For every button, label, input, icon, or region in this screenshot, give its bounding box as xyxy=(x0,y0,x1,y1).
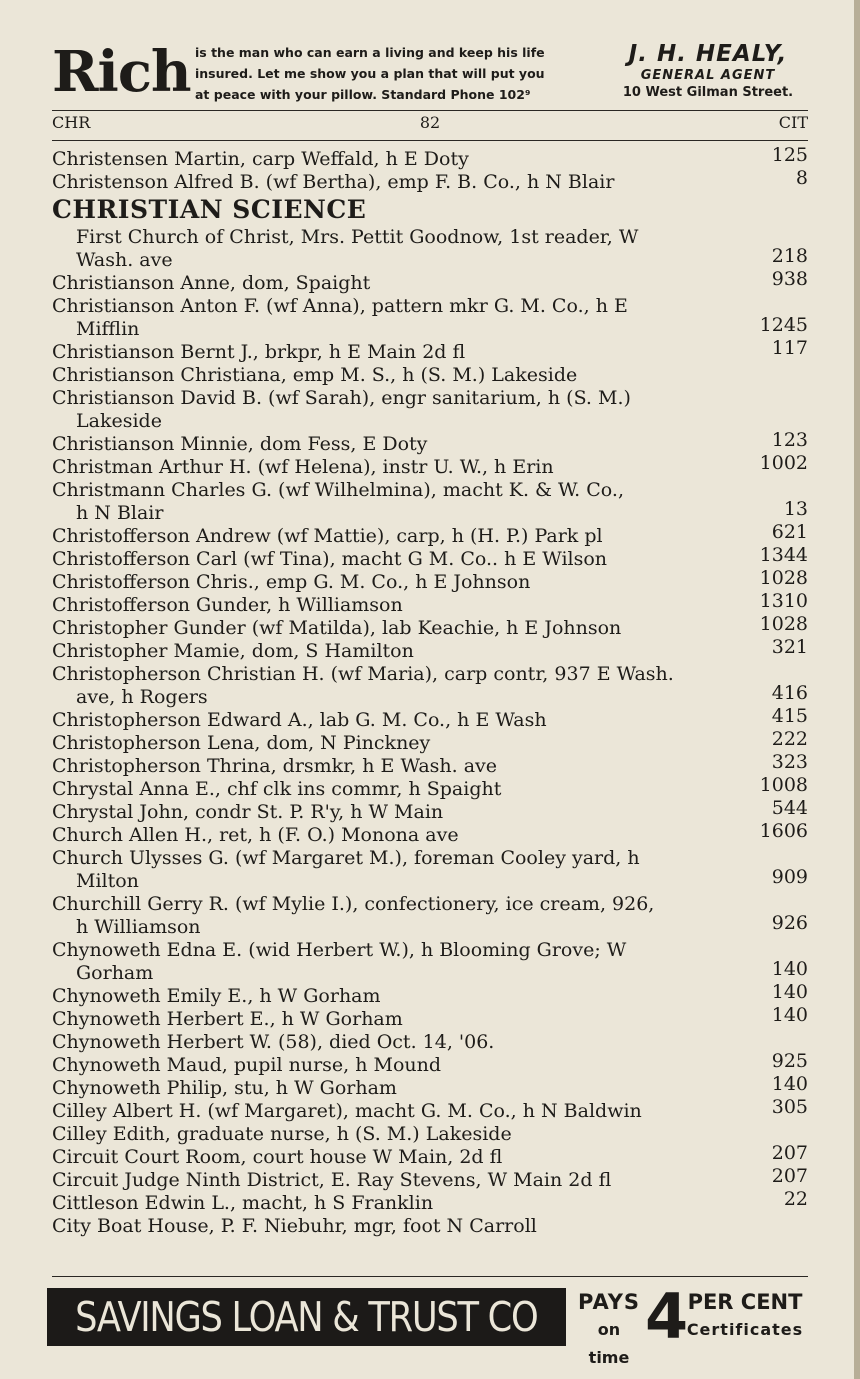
directory-entry xyxy=(52,1096,808,1123)
entry-text: Churchill Gerry R. (wf Mylie I.), confectionery, ice cream, 926, xyxy=(52,893,655,915)
entry-text: Christofferson Andrew (wf Mattie), carp, h (H. P.) Park pl xyxy=(52,525,603,547)
entry-number: 938 xyxy=(771,268,808,290)
running-head xyxy=(52,112,808,134)
entry-text: Chynoweth Herbert E., h W Gorham xyxy=(52,1008,403,1030)
page-edge xyxy=(854,0,860,1379)
directory-entry xyxy=(52,1004,808,1031)
directory-entry xyxy=(52,820,808,847)
directory-entry xyxy=(52,521,808,548)
directory-entry xyxy=(52,613,808,640)
entry-text: Wash. ave xyxy=(76,249,173,271)
entry-number: 1245 xyxy=(759,314,808,336)
entry-continuation xyxy=(52,912,808,939)
entry-number: 1606 xyxy=(759,820,808,842)
entry-text: First Church of Christ, Mrs. Pettit Goodnow, 1st reader, W xyxy=(76,226,639,248)
entry-number: 140 xyxy=(771,958,808,980)
entry-text: Christopherson Lena, dom, N Pinckney xyxy=(52,732,431,754)
directory-entry xyxy=(52,797,808,824)
entry-text: Christopherson Thrina, drsmkr, h E Wash. ave xyxy=(52,755,498,777)
entry-number: 926 xyxy=(771,912,808,934)
entry-text: Christopherson Christian H. (wf Maria), carp contr, 937 E Wash. xyxy=(52,663,674,685)
entry-text: Cilley Albert H. (wf Margaret), macht G. M. Co., h N Baldwin xyxy=(52,1100,642,1122)
entry-text: Church Ulysses G. (wf Margaret M.), foreman Cooley yard, h xyxy=(52,847,640,869)
entry-number: 416 xyxy=(771,682,808,704)
page-number: 82 xyxy=(419,113,441,132)
entry-text: Chrystal Anna E., chf clk ins commr, h Spaight xyxy=(52,778,502,800)
interest-figure: 4 xyxy=(645,1280,689,1353)
entry-number: 415 xyxy=(771,705,808,727)
entry-number: 544 xyxy=(771,797,808,819)
entry-number: 305 xyxy=(771,1096,808,1118)
bank-name-banner xyxy=(47,1288,566,1346)
directory-entry xyxy=(52,847,808,870)
entry-number: 1028 xyxy=(759,567,808,589)
directory-entry xyxy=(52,663,808,686)
directory-entry xyxy=(52,337,808,364)
entry-number: 621 xyxy=(771,521,808,543)
bank-name: SAVINGS LOAN & TRUST CO xyxy=(47,1288,566,1346)
directory-entry xyxy=(52,636,808,663)
entry-text: Chynoweth Philip, stu, h W Gorham xyxy=(52,1077,397,1099)
entry-number: 140 xyxy=(771,1004,808,1026)
entry-text: Circuit Judge Ninth District, E. Ray Stevens, W Main 2d fl xyxy=(52,1169,612,1191)
section-heading xyxy=(52,194,808,226)
entry-number: 222 xyxy=(771,728,808,750)
entry-text: Chynoweth Edna E. (wid Herbert W.), h Blooming Grove; W xyxy=(52,939,627,961)
entry-text: h N Blair xyxy=(76,502,164,524)
directory-entry xyxy=(52,1215,808,1238)
ad-rich-headline: Rich xyxy=(52,39,191,105)
entry-text: Chynoweth Emily E., h W Gorham xyxy=(52,985,381,1007)
entry-number: 925 xyxy=(771,1050,808,1072)
directory-entry xyxy=(52,544,808,571)
entry-text: Lakeside xyxy=(76,410,162,432)
entry-number: 1002 xyxy=(759,452,808,474)
entry-text: Milton xyxy=(76,870,139,892)
directory-entry xyxy=(52,1050,808,1077)
entry-number: 13 xyxy=(783,498,808,520)
entry-text: Christensen Martin, carp Weffald, h E Doty xyxy=(52,148,469,170)
entry-text: Circuit Court Room, court house W Main, 2d fl xyxy=(52,1146,503,1168)
agent-block xyxy=(608,40,808,102)
entry-continuation xyxy=(52,314,808,341)
directory-entry xyxy=(52,387,808,410)
on-time-label: on time xyxy=(588,1320,630,1367)
per-cent-label: PER CENT xyxy=(687,1290,803,1314)
directory-entry xyxy=(52,1073,808,1100)
directory-entry xyxy=(52,728,808,755)
directory-entry xyxy=(52,939,808,962)
entry-text: Christman Arthur H. (wf Helena), instr U. W., h Erin xyxy=(52,456,554,478)
entry-number: 909 xyxy=(771,866,808,888)
entry-text: Christianson Christiana, emp M. S., h (S. M.) Lakeside xyxy=(52,364,578,386)
entry-text: Mifflin xyxy=(76,318,140,340)
directory-entry xyxy=(52,452,808,479)
directory-entry xyxy=(52,1031,808,1054)
entry-text: Cittleson Edwin L., macht, h S Franklin xyxy=(52,1192,434,1214)
ad-line: insured. Let me show you a plan that will put you xyxy=(195,66,545,81)
entry-number: 1028 xyxy=(759,613,808,635)
directory-entry xyxy=(52,705,808,732)
entry-continuation xyxy=(52,958,808,985)
entry-text: Christofferson Chris., emp G. M. Co., h E Johnson xyxy=(52,571,531,593)
ad-line: at peace with your pillow. Standard Phone 102⁹ xyxy=(195,87,531,102)
entry-number: 1344 xyxy=(759,544,808,566)
directory-entry xyxy=(52,429,808,456)
directory-entry xyxy=(52,751,808,778)
directory-entry xyxy=(52,981,808,1008)
entry-continuation xyxy=(52,226,808,249)
entry-number: 22 xyxy=(783,1188,808,1210)
insurance-advertisement xyxy=(52,40,808,108)
directory-entry xyxy=(52,1188,808,1215)
entry-text: Cilley Edith, graduate nurse, h (S. M.) Lakeside xyxy=(52,1123,512,1145)
entry-number: 140 xyxy=(771,1073,808,1095)
percent-block xyxy=(683,1288,807,1344)
entry-text: Christianson Anton F. (wf Anna), pattern mkr G. M. Co., h E xyxy=(52,295,628,317)
directory-entry xyxy=(52,567,808,594)
ad-line: is the man who can earn a living and keep his life xyxy=(195,45,545,60)
entry-continuation xyxy=(52,245,808,272)
directory-entry xyxy=(52,590,808,617)
entry-number: 140 xyxy=(771,981,808,1003)
entry-text: Christopher Mamie, dom, S Hamilton xyxy=(52,640,414,662)
entry-text: Christianson Anne, dom, Spaight xyxy=(52,272,371,294)
entry-number: 125 xyxy=(771,144,808,166)
entry-number: 123 xyxy=(771,429,808,451)
entry-continuation xyxy=(52,682,808,709)
ad-body-text xyxy=(195,42,545,105)
directory-entry xyxy=(52,295,808,318)
directory-listing xyxy=(52,144,808,1238)
directory-entry xyxy=(52,1123,808,1146)
entry-number: 323 xyxy=(771,751,808,773)
entry-number: 1310 xyxy=(759,590,808,612)
pays-block xyxy=(578,1288,640,1372)
entry-text: Christofferson Carl (wf Tina), macht G M. Co.. h E Wilson xyxy=(52,548,608,570)
entry-text: CHRISTIAN SCIENCE xyxy=(52,195,367,224)
entry-text: ave, h Rogers xyxy=(76,686,208,708)
entry-number: 321 xyxy=(771,636,808,658)
entry-number: 207 xyxy=(771,1142,808,1164)
running-head-left: CHR xyxy=(52,113,91,132)
entry-text: Christopher Gunder (wf Matilda), lab Keachie, h E Johnson xyxy=(52,617,622,639)
running-head-right: CIT xyxy=(778,113,808,132)
entry-continuation xyxy=(52,410,808,433)
bank-advertisement xyxy=(47,1280,807,1367)
directory-entry xyxy=(52,774,808,801)
agent-name: J. H. HEALY, xyxy=(628,41,788,67)
header-rule xyxy=(52,110,808,111)
agent-address: 10 West Gilman Street. xyxy=(622,85,794,100)
directory-entry xyxy=(52,364,808,387)
entry-text: Christianson David B. (wf Sarah), engr sanitarium, h (S. M.) xyxy=(52,387,631,409)
directory-entry xyxy=(52,1142,808,1169)
entry-number: 8 xyxy=(795,167,808,189)
entry-text: Christenson Alfred B. (wf Bertha), emp F. B. Co., h N Blair xyxy=(52,171,615,193)
entry-number: 218 xyxy=(771,245,808,267)
entry-text: Gorham xyxy=(76,962,154,984)
entry-text: Chynoweth Maud, pupil nurse, h Mound xyxy=(52,1054,442,1076)
entry-text: Christofferson Gunder, h Williamson xyxy=(52,594,403,616)
footer-rule xyxy=(52,1276,808,1277)
entry-text: Christianson Bernt J., brkpr, h E Main 2d fl xyxy=(52,341,466,363)
running-head-rule xyxy=(52,140,808,141)
entry-continuation xyxy=(52,498,808,525)
entry-number: 117 xyxy=(771,337,808,359)
directory-entry xyxy=(52,479,808,502)
entry-text: Church Allen H., ret, h (F. O.) Monona ave xyxy=(52,824,459,846)
entry-text: City Boat House, P. F. Niebuhr, mgr, foot N Carroll xyxy=(52,1215,537,1237)
entry-text: Christopherson Edward A., lab G. M. Co., h E Wash xyxy=(52,709,547,731)
directory-entry xyxy=(52,1165,808,1192)
entry-number: 207 xyxy=(771,1165,808,1187)
entry-number: 1008 xyxy=(759,774,808,796)
entry-text: Christmann Charles G. (wf Wilhelmina), macht K. & W. Co., xyxy=(52,479,624,501)
directory-entry xyxy=(52,167,808,194)
pays-label: PAYS xyxy=(578,1290,641,1314)
directory-entry xyxy=(52,893,808,916)
directory-entry xyxy=(52,144,808,171)
directory-entry xyxy=(52,268,808,295)
certificates-label: Certificates xyxy=(686,1320,804,1339)
agent-title: GENERAL AGENT xyxy=(640,68,776,83)
entry-text: Christianson Minnie, dom Fess, E Doty xyxy=(52,433,428,455)
entry-text: Chynoweth Herbert W. (58), died Oct. 14, '06. xyxy=(52,1031,495,1053)
entry-text: Chrystal John, condr St. P. R'y, h W Main xyxy=(52,801,444,823)
entry-continuation xyxy=(52,866,808,893)
entry-text: h Williamson xyxy=(76,916,201,938)
